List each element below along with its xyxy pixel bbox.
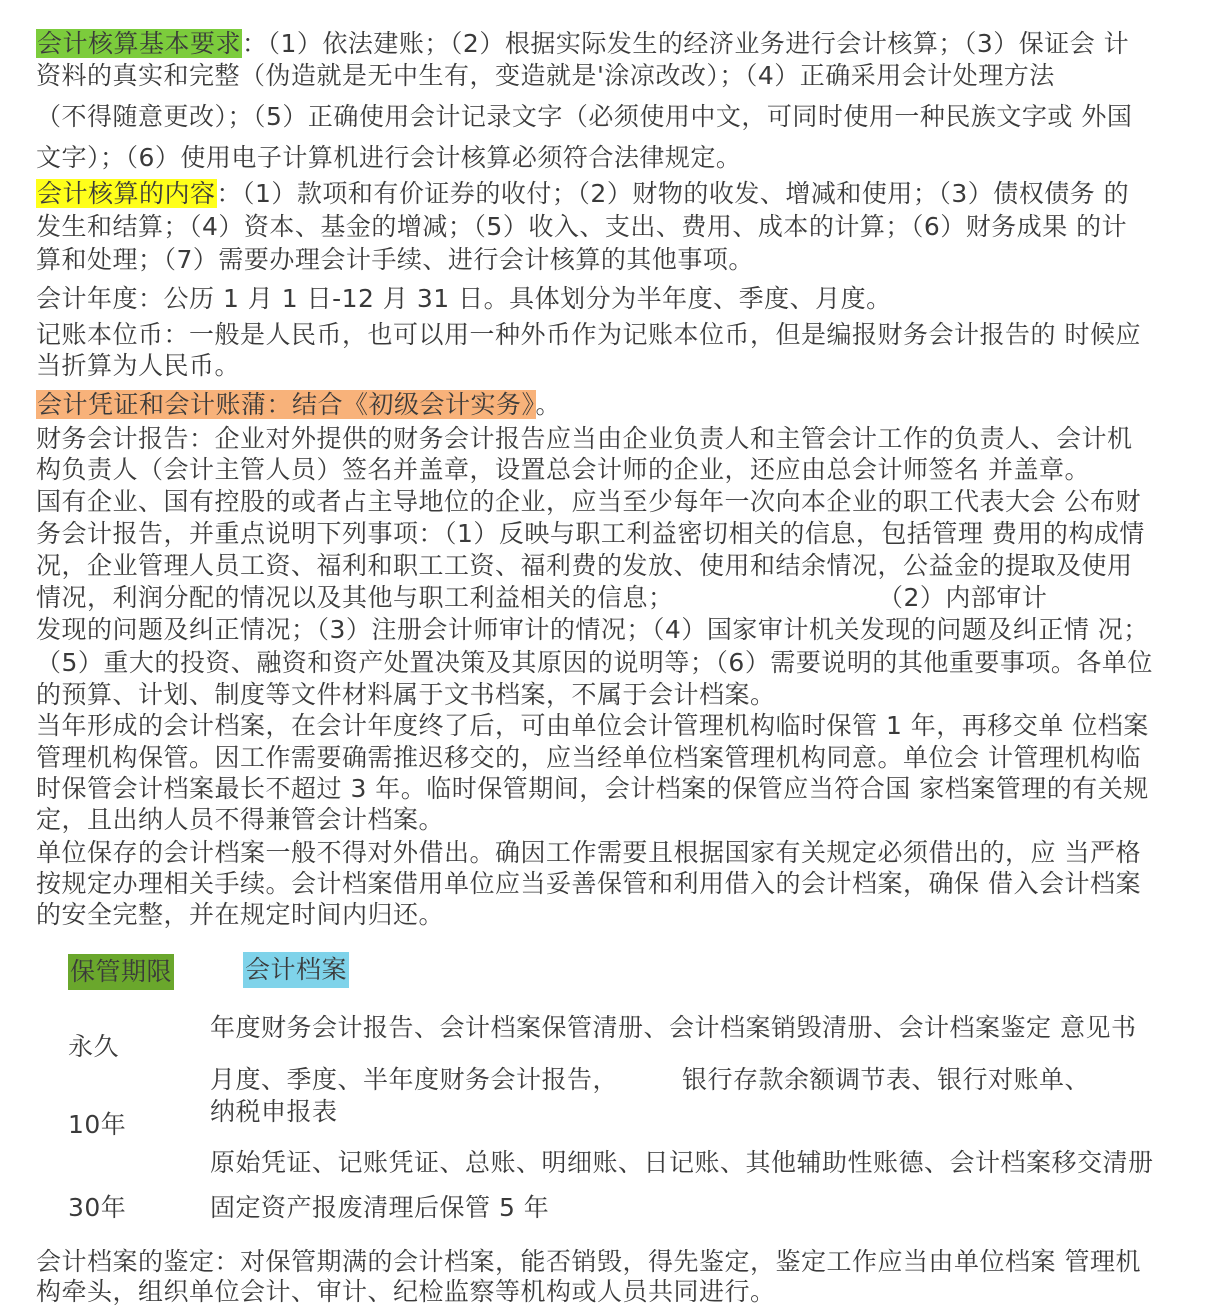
text-line [36,550,1133,582]
archive-items: 月度、季度、半年度财务会计报告， 银行存款余额调节表、银行对账单、 [210,1065,1091,1094]
text-line [36,647,1153,679]
line-text: 时保管会计档案最长不超过 3 年。临时保管期间，会计档案的保管应当符合国 家档案管理的有关规 [36,774,1149,803]
text-line [36,28,1129,60]
archive-items: 原始凭证、记账凭证、总账、明细账、日记账、其他辅助性账德、会计档案移交清册 [210,1148,1154,1177]
line-text: 资料的真实和完整（伪造就是无中生有，变造就是'涂凉改改）；（4）正确采用会计处理方法 [36,61,1055,90]
text-line [36,742,1141,774]
retention-period: 10年 [68,1110,127,1139]
text-line [36,178,1129,210]
text-line [36,60,1055,92]
line-text: 记账本位币：一般是人民币，也可以用一种外币作为记账本位币，但是编报财务会计报告的 时候应 [36,320,1141,349]
line-text: ：（1）款项和有价证券的收付；（2）财物的收发、增减和使用；（3）债权债务 的 [216,179,1130,208]
footer-line: 构牵头，组织单位会计、审计、纪检监察等机构或人员共同进行。 [36,1277,776,1306]
line-text: 情况，利润分配的情况以及其他与职工利益相关的信息； （2）内部审计 [36,583,1048,612]
text-line [36,679,776,711]
text-line [36,614,1149,646]
line-text: 当年形成的会计档案，在会计年度终了后，可由单位会计管理机构临时保管 1 年，再移交单 位档案 [36,711,1149,740]
text-line [36,518,1145,550]
line-text: 的预算、计划、制度等文件材料属于文书档案，不属于会计档案。 [36,680,776,709]
highlighted-heading: 会计凭证和会计账蒲：结合《初级会计实务》 [37,390,535,419]
line-text: （不得随意更改）；（5）正确使用会计记录文字（必须使用中文，可同时使用一种民族文字或 外国 [36,102,1133,131]
text-line [36,283,892,315]
line-text: 管理机构保管。因工作需要确需推迟移交的，应当经单位档案管理机构同意。单位会 计管理机构临 [36,743,1141,772]
text-line [36,244,754,276]
table-header-archive: 会计档案 [243,952,349,988]
text-line [36,837,1141,869]
table-header-period: 保管期限 [68,954,174,990]
line-text: 构负责人（会计主管人员）签名并盖章，设置总会计师的企业，还应由总会计师签名 并盖章。 [36,455,1090,484]
highlighted-heading: 会计核算的内容 [37,179,216,208]
line-text: 财务会计报告：企业对外提供的财务会计报告应当由企业负责人和主管会计工作的负责人、会计机 [36,424,1133,453]
footer-line: 会计档案的鉴定：对保管期满的会计档案，能否销毁，得先鉴定，鉴定工作应当由单位档案 管理机 [36,1247,1141,1276]
line-text: 发生和结算；（4）资本、基金的增减；（5）收入、支出、费用、成本的计算；（6）财务成果 的计 [36,212,1128,241]
text-line [36,389,561,421]
text-line [36,211,1127,243]
text-line [36,142,741,174]
line-text: （5）重大的投资、融资和资产处置决策及其原因的说明等；（6）需要说明的其他重要事项。各单位 [36,648,1153,677]
line-text: 国有企业、国有控股的或者占主导地位的企业，应当至少每年一次向本企业的职工代表大会 公布财 [36,487,1141,516]
text-line [36,486,1141,518]
text-line [36,350,240,382]
text-line [36,899,444,931]
line-text: 。 [535,390,562,419]
text-line [36,868,1141,900]
highlighted-heading: 会计核算基本要求 [37,29,242,58]
text-line [36,454,1090,486]
line-text: 的安全完整，并在规定时间内归还。 [36,900,445,929]
retention-period: 永久 [68,1032,120,1061]
line-text: 定，且出纳人员不得兼管会计档案。 [36,805,445,834]
line-text: 况，企业管理人员工资、福利和职工工资、福利费的发放、使用和结余情况，公益金的提取及使用 [36,551,1133,580]
line-text: 按规定办理相关手续。会计档案借用单位应当妥善保管和利用借入的会计档案，确保 借入会计档案 [36,869,1141,898]
archive-items: 固定资产报废清理后保管 5 年 [210,1193,550,1222]
line-text: 务会计报告，并重点说明下列事项：（1）反映与职工利益密切相关的信息，包括管理 费用的构成情 [36,519,1145,548]
line-text: 会计年度：公历 1 月 1 日-12 月 31 日。具体划分为半年度、季度、月度。 [36,284,892,313]
text-line [36,804,444,836]
text-line [36,773,1149,805]
line-text: 发现的问题及纠正情况；（3）注册会计师审计的情况；（4）国家审计机关发现的问题及纠正情 况； [36,615,1149,644]
text-line [36,710,1149,742]
text-line [36,319,1141,351]
archive-items: 年度财务会计报告、会计档案保管清册、会计档案销毁清册、会计档案鉴定 意见书 [210,1013,1137,1042]
line-text: 算和处理；（7）需要办理会计手续、进行会计核算的其他事项。 [36,245,754,274]
text-line [36,423,1133,455]
retention-period: 30年 [68,1193,127,1222]
line-text: 当折算为人民币。 [36,351,241,380]
line-text: 单位保存的会计档案一般不得对外借出。确因工作需要且根据国家有关规定必须借出的，应 当严格 [36,838,1141,867]
line-text: 文字）；（6）使用电子计算机进行会计核算必须符合法律规定。 [36,143,742,172]
line-text: ：（1）依法建账；（2）根据实际发生的经济业务进行会计核算；（3）保证会 计 [242,29,1130,58]
text-line [36,582,1047,614]
text-line [36,101,1132,133]
archive-items: 纳税申报表 [210,1097,338,1126]
